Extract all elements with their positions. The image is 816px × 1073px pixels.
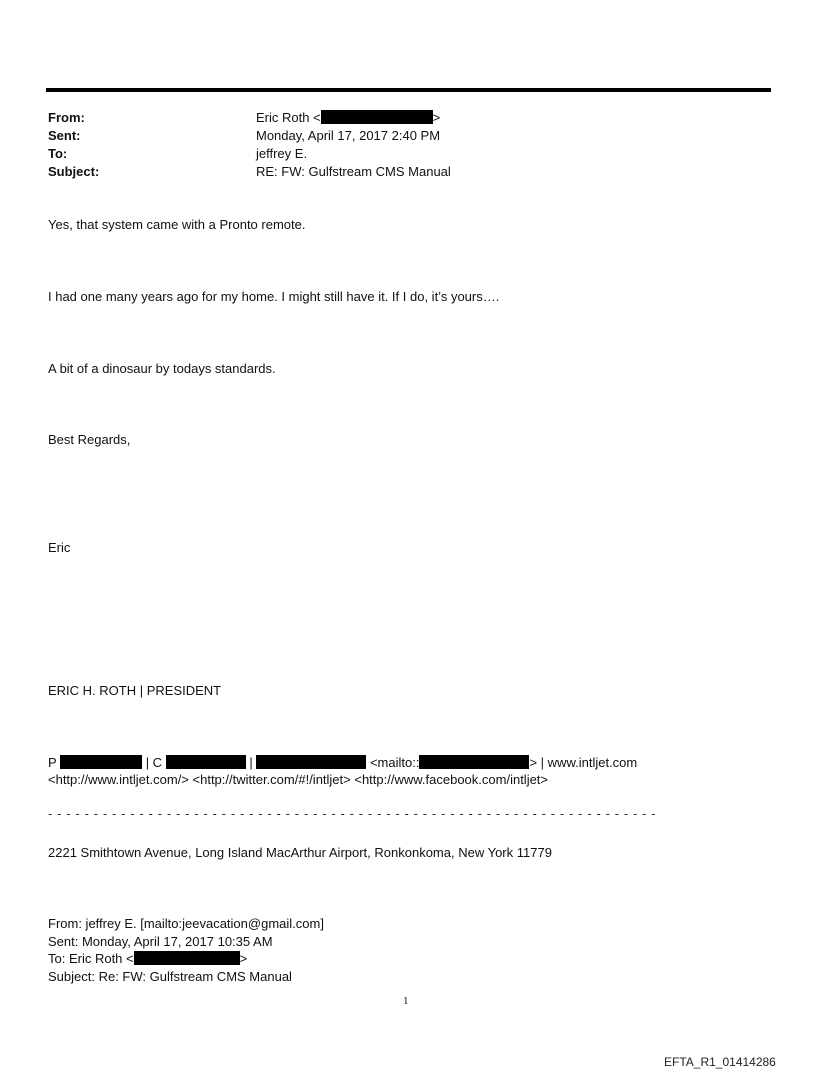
cell-label: | C <box>145 755 163 770</box>
redaction-box <box>321 110 433 124</box>
body-paragraph-2: I had one many years ago for my home. I might still have it. If I do, it’s yours…. <box>48 289 500 304</box>
quoted-to <box>48 951 247 966</box>
redaction-box <box>166 755 246 769</box>
to-label: To: <box>48 146 68 161</box>
quoted-from: From: jeffrey E. [mailto:jeevacation@gmail.com] <box>48 916 324 931</box>
subject-label: Subject: <box>48 164 100 179</box>
redaction-box <box>134 951 240 965</box>
body-paragraph-3: A bit of a dinosaur by todays standards. <box>48 361 276 376</box>
dashed-divider: - - - - - - - - - - - - - - - - - - - - - - - - - - - - - - - - - - - - - - - - - - - - - - - - - - - - - - - - - - - - - - - - - - - <box>48 806 657 821</box>
from-name: Eric Roth < <box>256 110 321 125</box>
mailto-text: <mailto:: <box>369 755 420 770</box>
sent-label: Sent: <box>48 128 81 143</box>
closing: Best Regards, <box>48 432 131 447</box>
sender-first-name: Eric <box>48 540 71 555</box>
phone-label: P <box>48 755 57 770</box>
document-id: EFTA_R1_01414286 <box>664 1055 776 1069</box>
body-paragraph-1: Yes, that system came with a Pronto remote. <box>48 217 306 232</box>
from-value <box>256 110 440 125</box>
signature-address: 2221 Smithtown Avenue, Long Island MacArthur Airport, Ronkonkoma, New York 11779 <box>48 845 552 860</box>
separator: | <box>249 755 253 770</box>
website-text: > | www.intljet.com <box>529 755 638 770</box>
quoted-to-suffix: > <box>239 951 248 966</box>
quoted-to-prefix: To: Eric Roth < <box>48 951 134 966</box>
quoted-subject: Subject: Re: FW: Gulfstream CMS Manual <box>48 969 292 984</box>
header-rule <box>46 88 771 92</box>
from-label: From: <box>48 110 85 125</box>
sent-value: Monday, April 17, 2017 2:40 PM <box>256 128 441 143</box>
redaction-box <box>419 755 529 769</box>
subject-value: RE: FW: Gulfstream CMS Manual <box>256 164 451 179</box>
to-value: jeffrey E. <box>256 146 308 161</box>
signature-name-title: ERIC H. ROTH | PRESIDENT <box>48 683 222 698</box>
quoted-sent: Sent: Monday, April 17, 2017 10:35 AM <box>48 934 273 949</box>
signature-contact-line <box>48 755 637 770</box>
page-number: 1 <box>403 995 409 1007</box>
redaction-box <box>60 755 142 769</box>
from-close: > <box>432 110 441 125</box>
redaction-box <box>256 755 366 769</box>
signature-links: <http://www.intljet.com/> <http://twitter.com/#!/intljet> <http://www.facebook.com/intljet> <box>48 772 549 787</box>
